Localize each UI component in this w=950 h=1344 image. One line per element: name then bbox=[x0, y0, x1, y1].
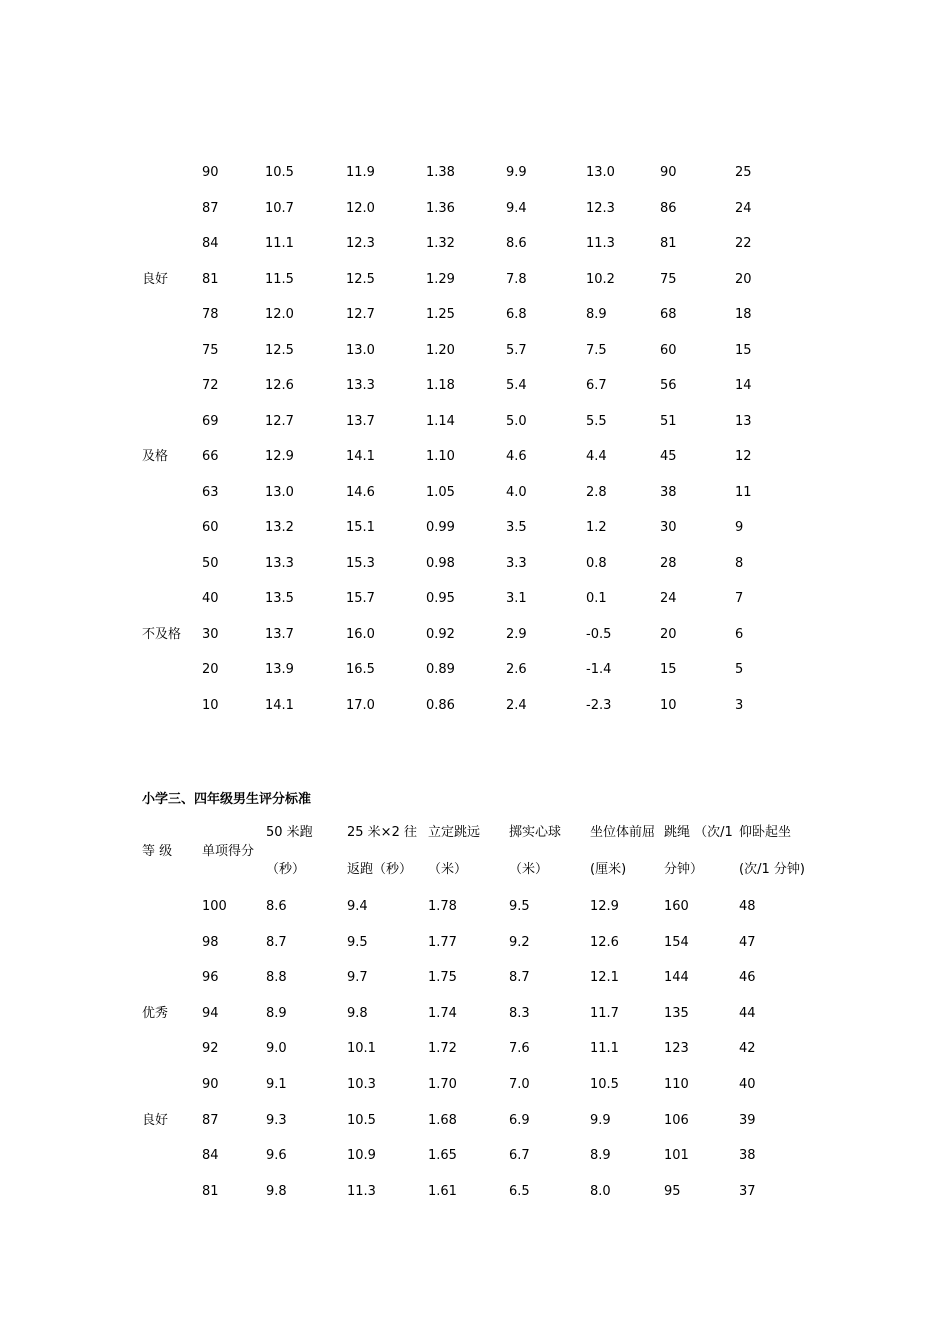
value-cell: 9.5 bbox=[347, 935, 368, 950]
value-cell: 10.1 bbox=[347, 1041, 376, 1056]
value-cell: 0.98 bbox=[426, 556, 455, 571]
header-col-line2: 分钟） bbox=[664, 862, 704, 877]
value-cell: 9.2 bbox=[509, 935, 530, 950]
value-cell: 7.8 bbox=[506, 272, 527, 287]
value-cell: 1.68 bbox=[428, 1113, 457, 1128]
value-cell: 48 bbox=[739, 899, 756, 914]
value-cell: 144 bbox=[664, 970, 689, 985]
value-cell: 12.7 bbox=[346, 307, 375, 322]
value-cell: 14 bbox=[735, 378, 752, 393]
value-cell: 3 bbox=[735, 698, 744, 713]
value-cell: 4.6 bbox=[506, 449, 527, 464]
value-cell: 8.9 bbox=[266, 1006, 287, 1021]
value-cell: 39 bbox=[739, 1113, 756, 1128]
grade-label: 及格 bbox=[142, 449, 169, 464]
value-cell: 0.86 bbox=[426, 698, 455, 713]
value-cell: 13.7 bbox=[346, 414, 375, 429]
value-cell: 1.32 bbox=[426, 236, 455, 251]
value-cell: 15.1 bbox=[346, 520, 375, 535]
score-cell: 78 bbox=[202, 307, 219, 322]
value-cell: 3.1 bbox=[506, 591, 527, 606]
value-cell: 12.6 bbox=[265, 378, 294, 393]
value-cell: 11.7 bbox=[590, 1006, 619, 1021]
value-cell: 8.7 bbox=[266, 935, 287, 950]
value-cell: 11.3 bbox=[347, 1184, 376, 1199]
header-col-line2: 返跑（秒） bbox=[347, 862, 413, 877]
value-cell: 9.5 bbox=[509, 899, 530, 914]
value-cell: 8.9 bbox=[586, 307, 607, 322]
value-cell: 81 bbox=[660, 236, 677, 251]
value-cell: 75 bbox=[660, 272, 677, 287]
value-cell: 9.0 bbox=[266, 1041, 287, 1056]
value-cell: 68 bbox=[660, 307, 677, 322]
value-cell: 101 bbox=[664, 1148, 689, 1163]
header-col-line2: （米） bbox=[428, 862, 468, 877]
value-cell: -0.5 bbox=[586, 627, 612, 642]
value-cell: 10 bbox=[660, 698, 677, 713]
value-cell: 8.6 bbox=[506, 236, 527, 251]
header-col-line2: （米） bbox=[509, 862, 549, 877]
value-cell: 7.6 bbox=[509, 1041, 530, 1056]
header-col-line2: （秒） bbox=[266, 862, 306, 877]
value-cell: 1.29 bbox=[426, 272, 455, 287]
score-cell: 96 bbox=[202, 970, 219, 985]
value-cell: 8.8 bbox=[266, 970, 287, 985]
value-cell: 56 bbox=[660, 378, 677, 393]
value-cell: 7 bbox=[735, 591, 744, 606]
value-cell: 25 bbox=[735, 165, 752, 180]
score-cell: 94 bbox=[202, 1006, 219, 1021]
value-cell: 10.3 bbox=[347, 1077, 376, 1092]
score-cell: 75 bbox=[202, 343, 219, 358]
value-cell: 3.3 bbox=[506, 556, 527, 571]
value-cell: 40 bbox=[739, 1077, 756, 1092]
value-cell: 14.1 bbox=[346, 449, 375, 464]
value-cell: 13.5 bbox=[265, 591, 294, 606]
score-cell: 63 bbox=[202, 485, 219, 500]
value-cell: 11.9 bbox=[346, 165, 375, 180]
value-cell: 12.0 bbox=[346, 201, 375, 216]
value-cell: 0.99 bbox=[426, 520, 455, 535]
value-cell: 1.77 bbox=[428, 935, 457, 950]
value-cell: 15.7 bbox=[346, 591, 375, 606]
score-cell: 20 bbox=[202, 662, 219, 677]
value-cell: 6.9 bbox=[509, 1113, 530, 1128]
value-cell: 6.5 bbox=[509, 1184, 530, 1199]
value-cell: 60 bbox=[660, 343, 677, 358]
value-cell: 9.8 bbox=[266, 1184, 287, 1199]
value-cell: 28 bbox=[660, 556, 677, 571]
header-col-line1: 坐位体前屈 bbox=[590, 825, 656, 840]
value-cell: 13.3 bbox=[265, 556, 294, 571]
value-cell: 106 bbox=[664, 1113, 689, 1128]
value-cell: 13.3 bbox=[346, 378, 375, 393]
value-cell: 1.61 bbox=[428, 1184, 457, 1199]
score-cell: 40 bbox=[202, 591, 219, 606]
value-cell: 9.6 bbox=[266, 1148, 287, 1163]
score-cell: 84 bbox=[202, 1148, 219, 1163]
header-col-line2: (厘米) bbox=[590, 862, 627, 877]
value-cell: 9.3 bbox=[266, 1113, 287, 1128]
grade-label: 不及格 bbox=[142, 627, 182, 642]
value-cell: 1.14 bbox=[426, 414, 455, 429]
value-cell: 10.7 bbox=[265, 201, 294, 216]
value-cell: 13 bbox=[735, 414, 752, 429]
value-cell: 6.8 bbox=[506, 307, 527, 322]
score-cell: 87 bbox=[202, 201, 219, 216]
section-title: 小学三、四年级男生评分标准 bbox=[142, 792, 312, 807]
score-cell: 87 bbox=[202, 1113, 219, 1128]
header-col-line2: (次/1 分钟) bbox=[739, 862, 805, 877]
value-cell: 0.92 bbox=[426, 627, 455, 642]
value-cell: 9.4 bbox=[506, 201, 527, 216]
value-cell: 5 bbox=[735, 662, 744, 677]
value-cell: 9.8 bbox=[347, 1006, 368, 1021]
value-cell: 5.0 bbox=[506, 414, 527, 429]
value-cell: 37 bbox=[739, 1184, 756, 1199]
value-cell: 13.0 bbox=[586, 165, 615, 180]
value-cell: 13.2 bbox=[265, 520, 294, 535]
value-cell: 0.95 bbox=[426, 591, 455, 606]
value-cell: 2.9 bbox=[506, 627, 527, 642]
score-cell: 66 bbox=[202, 449, 219, 464]
value-cell: 10.5 bbox=[347, 1113, 376, 1128]
value-cell: 110 bbox=[664, 1077, 689, 1092]
value-cell: 12.9 bbox=[590, 899, 619, 914]
value-cell: 90 bbox=[660, 165, 677, 180]
value-cell: 11.5 bbox=[265, 272, 294, 287]
header-col-line1: 仰卧起坐 bbox=[739, 825, 792, 840]
value-cell: 8.6 bbox=[266, 899, 287, 914]
value-cell: 4.4 bbox=[586, 449, 607, 464]
value-cell: 51 bbox=[660, 414, 677, 429]
header-col-line1: 25 米×2 往 bbox=[347, 825, 417, 840]
value-cell: 8.3 bbox=[509, 1006, 530, 1021]
header-col-line1: 掷实心球 bbox=[509, 825, 562, 840]
score-cell: 69 bbox=[202, 414, 219, 429]
value-cell: 5.7 bbox=[506, 343, 527, 358]
score-cell: 81 bbox=[202, 1184, 219, 1199]
value-cell: 9.7 bbox=[347, 970, 368, 985]
value-cell: 1.05 bbox=[426, 485, 455, 500]
score-cell: 30 bbox=[202, 627, 219, 642]
value-cell: 123 bbox=[664, 1041, 689, 1056]
score-cell: 50 bbox=[202, 556, 219, 571]
value-cell: 7.0 bbox=[509, 1077, 530, 1092]
score-cell: 72 bbox=[202, 378, 219, 393]
header-col-line1: 立定跳远 bbox=[428, 825, 481, 840]
value-cell: 4.0 bbox=[506, 485, 527, 500]
value-cell: 38 bbox=[739, 1148, 756, 1163]
value-cell: 2.8 bbox=[586, 485, 607, 500]
value-cell: 47 bbox=[739, 935, 756, 950]
value-cell: 1.18 bbox=[426, 378, 455, 393]
value-cell: 2.6 bbox=[506, 662, 527, 677]
score-cell: 10 bbox=[202, 698, 219, 713]
value-cell: 13.0 bbox=[346, 343, 375, 358]
grade-label: 良好 bbox=[142, 272, 169, 287]
grade-label: 良好 bbox=[142, 1113, 169, 1128]
value-cell: 45 bbox=[660, 449, 677, 464]
value-cell: 16.5 bbox=[346, 662, 375, 677]
value-cell: 6.7 bbox=[586, 378, 607, 393]
value-cell: 9.9 bbox=[506, 165, 527, 180]
value-cell: 17.0 bbox=[346, 698, 375, 713]
score-cell: 90 bbox=[202, 165, 219, 180]
value-cell: 13.9 bbox=[265, 662, 294, 677]
value-cell: 12.0 bbox=[265, 307, 294, 322]
value-cell: 135 bbox=[664, 1006, 689, 1021]
value-cell: 8.9 bbox=[590, 1148, 611, 1163]
value-cell: 14.1 bbox=[265, 698, 294, 713]
value-cell: 1.20 bbox=[426, 343, 455, 358]
value-cell: 16.0 bbox=[346, 627, 375, 642]
value-cell: 7.5 bbox=[586, 343, 607, 358]
value-cell: 10.5 bbox=[590, 1077, 619, 1092]
value-cell: 0.8 bbox=[586, 556, 607, 571]
value-cell: 1.65 bbox=[428, 1148, 457, 1163]
value-cell: 20 bbox=[660, 627, 677, 642]
value-cell: 8 bbox=[735, 556, 744, 571]
value-cell: 12.5 bbox=[346, 272, 375, 287]
value-cell: 5.4 bbox=[506, 378, 527, 393]
value-cell: 9.9 bbox=[590, 1113, 611, 1128]
value-cell: 12 bbox=[735, 449, 752, 464]
value-cell: 10.9 bbox=[347, 1148, 376, 1163]
value-cell: 24 bbox=[660, 591, 677, 606]
value-cell: 44 bbox=[739, 1006, 756, 1021]
value-cell: 1.72 bbox=[428, 1041, 457, 1056]
score-cell: 60 bbox=[202, 520, 219, 535]
value-cell: 0.89 bbox=[426, 662, 455, 677]
value-cell: 12.6 bbox=[590, 935, 619, 950]
header-grade: 等 级 bbox=[142, 844, 173, 859]
value-cell: 24 bbox=[735, 201, 752, 216]
header-col-line1: 50 米跑 bbox=[266, 825, 313, 840]
score-cell: 84 bbox=[202, 236, 219, 251]
value-cell: 46 bbox=[739, 970, 756, 985]
value-cell: 1.36 bbox=[426, 201, 455, 216]
value-cell: 154 bbox=[664, 935, 689, 950]
value-cell: 22 bbox=[735, 236, 752, 251]
value-cell: 12.9 bbox=[265, 449, 294, 464]
value-cell: 6.7 bbox=[509, 1148, 530, 1163]
value-cell: 12.5 bbox=[265, 343, 294, 358]
value-cell: 10.5 bbox=[265, 165, 294, 180]
value-cell: 5.5 bbox=[586, 414, 607, 429]
value-cell: 9.1 bbox=[266, 1077, 287, 1092]
value-cell: 1.10 bbox=[426, 449, 455, 464]
grade-label: 优秀 bbox=[142, 1006, 169, 1021]
score-cell: 90 bbox=[202, 1077, 219, 1092]
value-cell: 30 bbox=[660, 520, 677, 535]
value-cell: 3.5 bbox=[506, 520, 527, 535]
value-cell: 95 bbox=[664, 1184, 681, 1199]
value-cell: 8.0 bbox=[590, 1184, 611, 1199]
value-cell: 38 bbox=[660, 485, 677, 500]
value-cell: 1.2 bbox=[586, 520, 607, 535]
value-cell: 14.6 bbox=[346, 485, 375, 500]
value-cell: 42 bbox=[739, 1041, 756, 1056]
value-cell: 15 bbox=[735, 343, 752, 358]
value-cell: 1.75 bbox=[428, 970, 457, 985]
value-cell: 15 bbox=[660, 662, 677, 677]
value-cell: 13.7 bbox=[265, 627, 294, 642]
score-cell: 81 bbox=[202, 272, 219, 287]
value-cell: 12.7 bbox=[265, 414, 294, 429]
value-cell: 11.1 bbox=[265, 236, 294, 251]
value-cell: 18 bbox=[735, 307, 752, 322]
value-cell: 11.3 bbox=[586, 236, 615, 251]
value-cell: 9 bbox=[735, 520, 744, 535]
value-cell: 0.1 bbox=[586, 591, 607, 606]
header-col-line1: 跳绳 （次/1 bbox=[664, 825, 733, 840]
value-cell: 1.78 bbox=[428, 899, 457, 914]
value-cell: 2.4 bbox=[506, 698, 527, 713]
value-cell: 160 bbox=[664, 899, 689, 914]
value-cell: 12.3 bbox=[346, 236, 375, 251]
value-cell: -1.4 bbox=[586, 662, 612, 677]
score-cell: 100 bbox=[202, 899, 227, 914]
value-cell: 8.7 bbox=[509, 970, 530, 985]
value-cell: 6 bbox=[735, 627, 744, 642]
score-cell: 98 bbox=[202, 935, 219, 950]
value-cell: 13.0 bbox=[265, 485, 294, 500]
value-cell: 9.4 bbox=[347, 899, 368, 914]
header-score: 单项得分 bbox=[202, 844, 255, 859]
value-cell: 12.3 bbox=[586, 201, 615, 216]
value-cell: 86 bbox=[660, 201, 677, 216]
value-cell: 1.38 bbox=[426, 165, 455, 180]
value-cell: -2.3 bbox=[586, 698, 612, 713]
value-cell: 11.1 bbox=[590, 1041, 619, 1056]
value-cell: 10.2 bbox=[586, 272, 615, 287]
value-cell: 20 bbox=[735, 272, 752, 287]
value-cell: 1.25 bbox=[426, 307, 455, 322]
score-cell: 92 bbox=[202, 1041, 219, 1056]
value-cell: 1.70 bbox=[428, 1077, 457, 1092]
value-cell: 11 bbox=[735, 485, 752, 500]
value-cell: 12.1 bbox=[590, 970, 619, 985]
value-cell: 15.3 bbox=[346, 556, 375, 571]
value-cell: 1.74 bbox=[428, 1006, 457, 1021]
